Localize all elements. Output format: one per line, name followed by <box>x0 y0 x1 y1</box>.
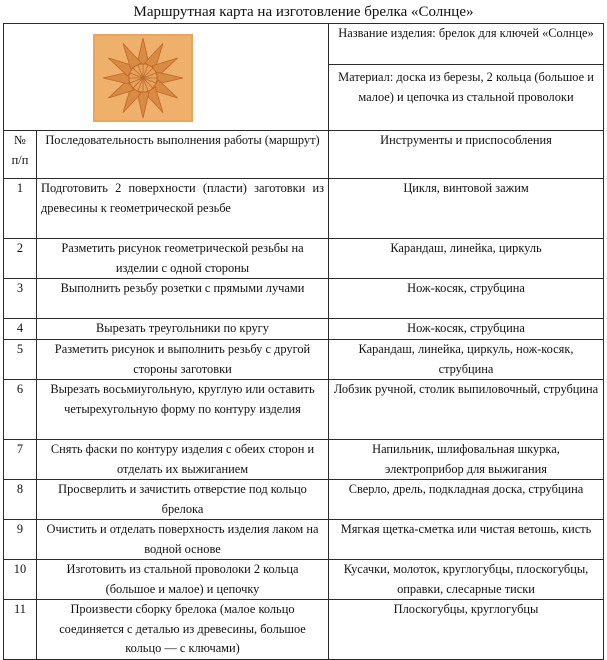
row-number: 1 <box>4 179 37 239</box>
row-tools: Нож-косяк, струбцина <box>329 319 604 340</box>
row-tools: Напильник, шлифовальная шкурка, электроприбор для выжигания <box>329 440 604 480</box>
row-number: 6 <box>4 380 37 440</box>
table-row <box>4 600 604 660</box>
table-row <box>4 239 604 279</box>
row-step: Вырезать треугольники по кругу <box>37 319 329 340</box>
header-num: № п/п <box>4 131 37 179</box>
row-number: 3 <box>4 279 37 319</box>
row-tools: Нож-косяк, струбцина <box>329 279 604 319</box>
row-tools: Лобзик ручной, столик выпиловочный, струбцина <box>329 380 604 440</box>
table-row <box>4 480 604 520</box>
product-info-row <box>4 24 604 65</box>
sun-keychain-image <box>93 34 193 122</box>
row-number: 2 <box>4 239 37 279</box>
table-row <box>4 380 604 440</box>
product-material: Материал: доска из березы, 2 кольца (большое и малое) и цепочка из стальной проволоки <box>329 65 604 131</box>
row-number: 9 <box>4 520 37 560</box>
row-tools: Карандаш, линейка, циркуль, нож-косяк, струбцина <box>329 340 604 380</box>
row-step: Очистить и отделать поверхность изделия лаком на водной основе <box>37 520 329 560</box>
row-number: 8 <box>4 480 37 520</box>
table-row <box>4 520 604 560</box>
row-number: 11 <box>4 600 37 660</box>
table-header-row <box>4 131 604 179</box>
table-row <box>4 440 604 480</box>
table-row <box>4 340 604 380</box>
row-step: Выполнить резьбу розетки с прямыми лучами <box>37 279 329 319</box>
route-card-table <box>3 23 604 660</box>
header-tools: Инструменты и приспособления <box>329 131 604 179</box>
row-step: Разметить рисунок и выполнить резьбу с другой стороны заготовки <box>37 340 329 380</box>
table-row <box>4 319 604 340</box>
row-number: 10 <box>4 560 37 600</box>
row-step: Вырезать восьмиугольную, круглую или оставить четырехугольную форму по контуру изделия <box>37 380 329 440</box>
product-name: Название изделия: брелок для ключей «Солнце» <box>329 24 604 65</box>
row-tools: Сверло, дрель, подкладная доска, струбцина <box>329 480 604 520</box>
row-tools: Плоскогубцы, круглогубцы <box>329 600 604 660</box>
row-step: Просверлить и зачистить отверстие под кольцо брелока <box>37 480 329 520</box>
table-row <box>4 560 604 600</box>
header-sequence: Последовательность выполнения работы (маршрут) <box>37 131 329 179</box>
row-tools: Мягкая щетка-сметка или чистая ветошь, кисть <box>329 520 604 560</box>
product-image-cell <box>4 24 329 131</box>
row-step: Разметить рисунок геометрической резьбы на изделии с одной стороны <box>37 239 329 279</box>
row-number: 4 <box>4 319 37 340</box>
table-row <box>4 279 604 319</box>
row-step: Подготовить 2 поверхности (пласти) заготовки из древесины к геометрической резьбе <box>37 179 329 239</box>
row-tools: Цикля, винтовой зажим <box>329 179 604 239</box>
row-number: 5 <box>4 340 37 380</box>
row-step: Снять фаски по контуру изделия с обеих сторон и отделать их выжиганием <box>37 440 329 480</box>
row-tools: Кусачки, молоток, круглогубцы, плоскогубцы, оправки, слесарные тиски <box>329 560 604 600</box>
row-number: 7 <box>4 440 37 480</box>
table-row <box>4 179 604 239</box>
row-tools: Карандаш, линейка, циркуль <box>329 239 604 279</box>
document-title: Маршрутная карта на изготовление брелка «Солнце» <box>133 4 474 20</box>
row-step: Изготовить из стальной проволоки 2 кольца (большое и малое) и цепочку <box>37 560 329 600</box>
row-step: Произвести сборку брелока (малое кольцо соединяется с деталью из древесины, большое кольцо — с ключами) <box>37 600 329 660</box>
